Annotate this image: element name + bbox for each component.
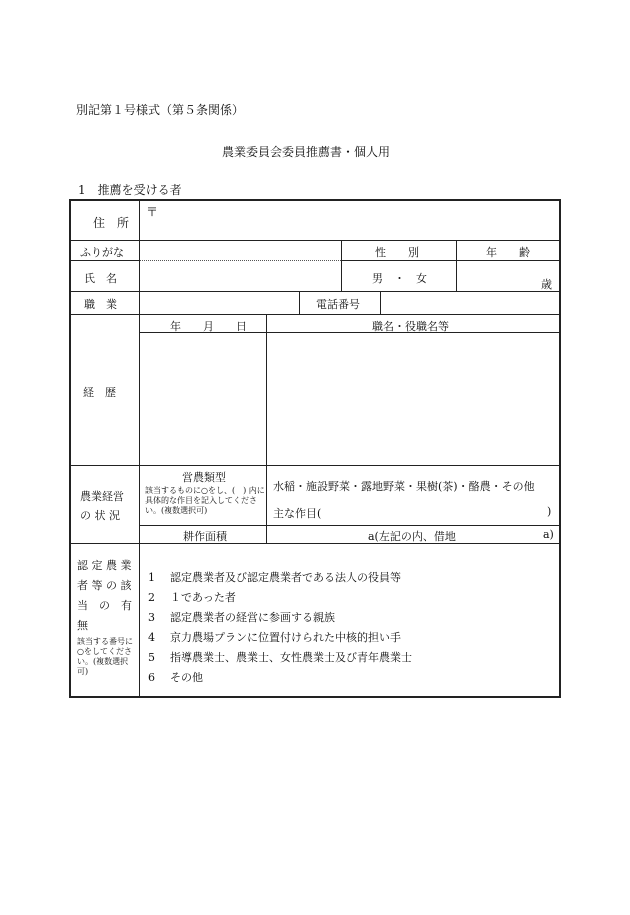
sex-options: 男 ・ 女 [372,272,427,285]
certified-label-2: 者 等 の 該 [77,579,132,592]
main-crop-label: 主な作目( [273,507,322,520]
certified-item-text: １であった者 [170,591,236,604]
page-title: 農業委員会委員推薦書・個人用 [222,145,391,159]
name-label: 氏 名 [84,272,117,285]
occupation-label: 職 業 [84,298,117,311]
certified-item-text: 京力農場プランに位置付けられた中核的担い手 [170,631,401,644]
farm-type-note: 該当するものに○をし、( ) 内に具体的な作目を記入してください。(複数選択可) [145,486,265,515]
certified-item-number: 3 [148,611,155,624]
form-number: 別記第１号様式（第５条関係） [76,103,245,117]
certified-item-number: 4 [148,631,155,644]
certified-item-number: 6 [148,671,155,684]
certified-item-text: その他 [170,671,203,684]
certified-label-4: 無 [77,619,88,632]
sex-label: 性 別 [375,246,419,259]
certified-item [148,609,335,625]
area-unit-1: a(左記の内、借地 [368,530,456,543]
certified-item [148,569,401,585]
cultivated-area-label: 耕作面積 [183,530,227,543]
certified-item [148,589,236,605]
certified-item-text: 認定農業者及び認定農業者である法人の役員等 [170,571,401,584]
certified-label-3: 当 の 有 [77,599,132,612]
certified-item-number: 2 [148,591,155,604]
address-label: 住 所 [93,216,130,230]
age-label: 年 齢 [486,246,530,259]
age-unit: 歳 [541,278,552,291]
certified-item-number: 1 [148,571,155,584]
certified-item [148,669,203,685]
main-crop-close: ) [547,505,552,518]
furigana-label: ふりがな [80,246,124,259]
area-unit-2: a) [543,528,554,541]
postal-mark: 〒 [146,205,159,219]
certified-item-text: 認定農業者の経営に参画する親族 [170,611,335,624]
phone-label: 電話番号 [316,298,360,311]
farming-status-label-1: 農業経営 [80,490,124,503]
certified-item [148,649,412,665]
farm-type-label: 営農類型 [182,471,226,484]
certified-item-text: 指導農業士、農業士、女性農業士及び青年農業士 [170,651,412,664]
certified-label-1: 認 定 農 業 [77,559,132,572]
certified-note: 該当する番号に○をしてください。(複数選択可) [77,637,133,676]
section-heading: 1 推薦を受ける者 [78,183,182,197]
farming-status-label-2: の 状 況 [80,509,120,522]
history-date-header: 年 月 日 [170,320,247,333]
certified-item-number: 5 [148,651,155,664]
history-job-header: 職名・役職名等 [372,320,449,333]
history-label: 経 歴 [83,386,116,399]
crop-options: 水稲・施設野菜・露地野菜・果樹(茶)・酪農・その他 [273,480,535,493]
certified-item [148,629,401,645]
